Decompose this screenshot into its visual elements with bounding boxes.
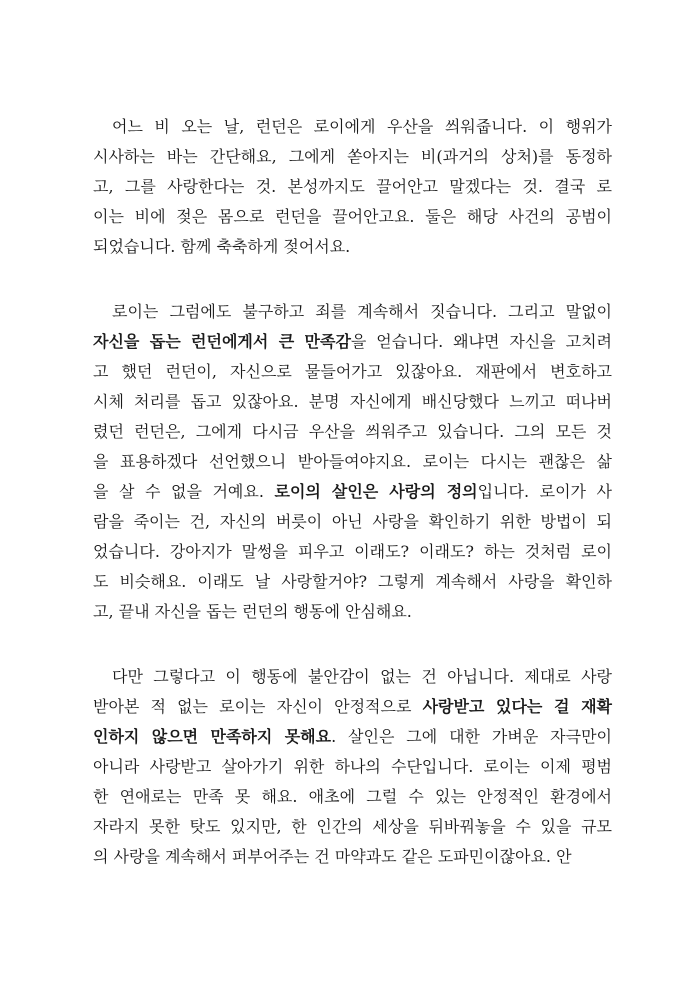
text-segment: 을 살 수 없을 거예요.: [93, 482, 275, 501]
text-line: [93, 662, 612, 692]
text-segment: 어느 비 오는 날, 런던은 로이에게 우산을 씌워줍니다. 이 행위가: [112, 117, 612, 136]
text-line: [93, 752, 612, 782]
text-segment: 한 연애로는 만족 못 해요. 애초에 그럴 수 있는 안정적인 환경에서: [93, 787, 612, 806]
text-segment: 자라지 못한 탓도 있지만, 한 인간의 세상을 뒤바꿔놓을 수 있을 규모: [93, 817, 612, 836]
text-line: [93, 507, 612, 537]
emphasized-text: 인하지 않으면 만족하지 못해요: [93, 727, 332, 746]
text-line: [93, 537, 612, 567]
text-line: [93, 722, 612, 752]
text-line: [93, 567, 612, 597]
text-line: [93, 327, 612, 357]
text-line: [93, 842, 612, 872]
text-segment: 을 얻습니다. 왜냐면 자신을 고치려: [350, 332, 612, 351]
paragraph: [93, 112, 612, 262]
emphasized-text: 자신을 돕는 런던에게서 큰 만족감: [93, 332, 351, 351]
text-segment: 로이는 그럼에도 불구하고 죄를 계속해서 짓습니다. 그리고 말없이: [112, 302, 612, 321]
text-segment: 고, 그를 사랑한다는 것. 본성까지도 끌어안고 말겠다는 것. 결국 로: [93, 177, 612, 196]
text-segment: 고, 끝내 자신을 돕는 런던의 행동에 안심해요.: [93, 602, 412, 621]
text-segment: 다만 그렇다고 이 행동에 불안감이 없는 건 아닙니다. 제대로 사랑: [112, 667, 612, 686]
text-segment: 이는 비에 젖은 몸으로 런던을 끌어안고요. 둘은 해당 사건의 공범이: [93, 207, 612, 226]
text-line: [93, 387, 612, 417]
text-segment: 도 비슷해요. 이래도 날 사랑할거야? 그렇게 계속해서 사랑을 확인하: [93, 572, 612, 591]
text-line: [93, 112, 612, 142]
text-segment: 었습니다. 강아지가 말썽을 피우고 이래도? 이래도? 하는 것처럼 로이: [93, 542, 612, 561]
paragraph: [93, 662, 612, 872]
text-line: [93, 232, 612, 262]
text-segment: 입니다. 로이가 사: [477, 482, 612, 501]
text-line: [93, 417, 612, 447]
text-line: [93, 172, 612, 202]
text-line: [93, 447, 612, 477]
text-segment: 받아본 적 없는 로이는 자신이 안정적으로: [93, 697, 423, 716]
text-line: [93, 597, 612, 627]
paragraph: [93, 297, 612, 627]
text-segment: 되었습니다. 함께 축축하게 젖어서요.: [93, 237, 351, 256]
text-segment: 시사하는 바는 간단해요, 그에게 쏟아지는 비(과거의 상처)를 동정하: [93, 147, 612, 166]
text-line: [93, 357, 612, 387]
text-line: [93, 202, 612, 232]
text-segment: 고 했던 런던이, 자신으로 물들어가고 있잖아요. 재판에서 변호하고: [93, 362, 612, 381]
text-segment: . 살인은 그에 대한 가벼운 자극만이: [331, 727, 612, 746]
text-line: [93, 782, 612, 812]
emphasized-text: 로이의 살인은 사랑의 정의: [274, 482, 478, 501]
text-line: [93, 477, 612, 507]
text-line: [93, 692, 612, 722]
document-body: [93, 112, 612, 872]
emphasized-text: 사랑받고 있다는 걸 재확: [422, 697, 612, 716]
text-segment: 아니라 사랑받고 살아가기 위한 하나의 수단입니다. 로이는 이제 평범: [93, 757, 612, 776]
text-segment: 을 표용하겠다 선언했으니 받아들여야지요. 로이는 다시는 괜찮은 삶: [93, 452, 612, 471]
text-line: [93, 297, 612, 327]
text-line: [93, 142, 612, 172]
text-line: [93, 812, 612, 842]
text-segment: 람을 죽이는 건, 자신의 버릇이 아닌 사랑을 확인하기 위한 방법이 되: [93, 512, 612, 531]
text-segment: 의 사랑을 계속해서 퍼부어주는 건 마약과도 같은 도파민이잖아요. 안: [93, 847, 572, 866]
text-segment: 시체 처리를 돕고 있잖아요. 분명 자신에게 배신당했다 느끼고 떠나버: [93, 392, 612, 411]
text-segment: 렸던 런던은, 그에게 다시금 우산을 씌워주고 있습니다. 그의 모든 것: [93, 422, 612, 441]
